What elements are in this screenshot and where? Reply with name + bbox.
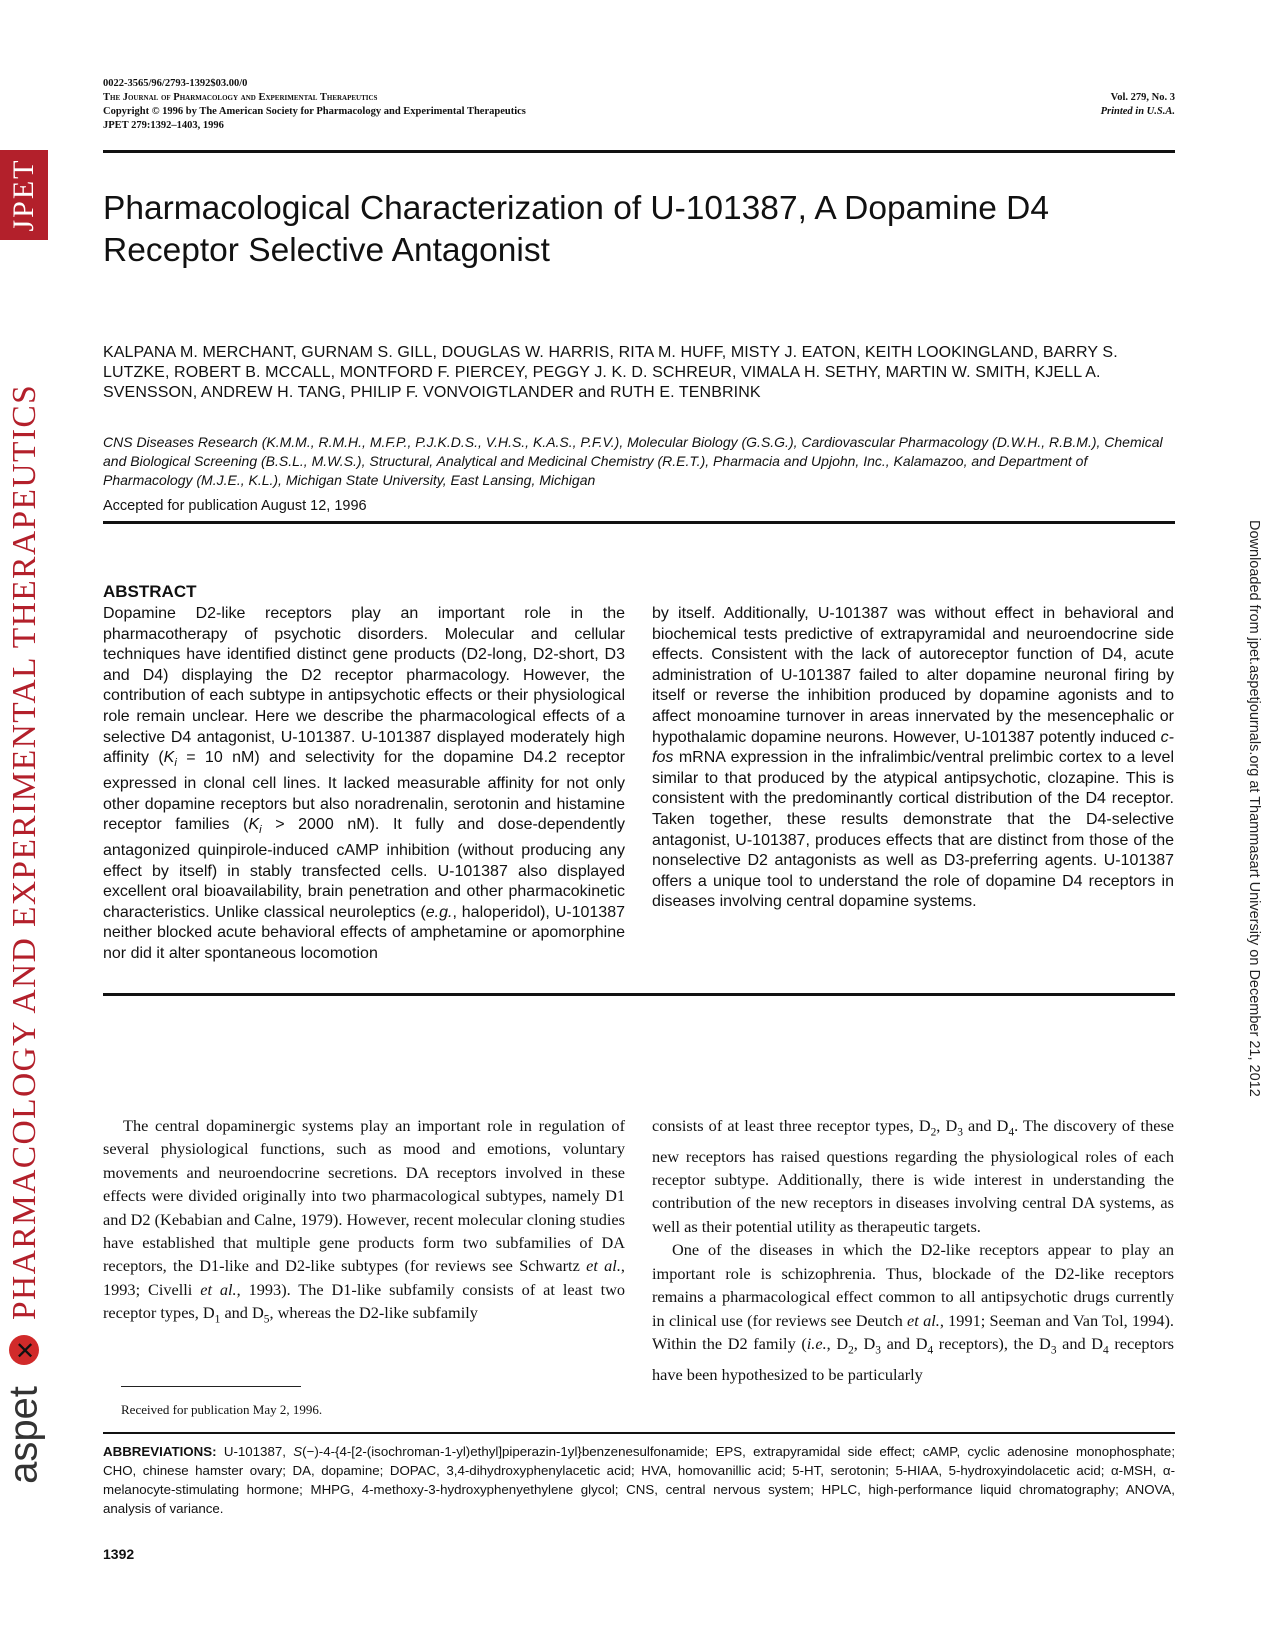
- header-left: [103, 77, 803, 133]
- abstract-bottom-rule: [103, 993, 1175, 996]
- abstract-heading: ABSTRACT: [103, 582, 197, 601]
- jpet-badge-text: JPET: [7, 158, 40, 232]
- header-right: [950, 91, 1175, 119]
- header-rule: [103, 150, 1175, 153]
- abstract-right-column: by itself. Additionally, U-101387 was without effect in behavioral and biochemical tests predictive of extrapyramidal and neuroendocrine side effects. Consistent with the lack of autoreceptor function of D4, acute administration of U-101387 failed to alter dopamine neuronal firing by itself or reverse the inhibition produced by dopamine agonists and to affect monoamine turnover in areas innervated by the mesencephalic or hypothalamic dopamine neurons. However, U-101387 potently induced c-fos mRNA expression in the infralimbic/ventral prelimbic cortex to a level similar to that produced by the atypical antipsychotic, clozapine. This is consistent with the predominantly cortical distribution of the D4 receptor. Taken together, these results demonstrate that the D4-selective antagonist, U-101387, produces effects that are distinct from those of the nonselective D2 antagonists as well as D3-preferring agents. U-101387 offers a unique tool to understand the role of dopamine D4 receptors in diseases involving central dopamine systems.: [652, 605, 1174, 911]
- aspet-logo-text: aspet: [1, 1386, 46, 1484]
- abstract-top-rule: [103, 521, 1175, 524]
- side-journal-name: PHARMACOLOGY AND EXPERIMENTAL THERAPEUTICS: [6, 383, 43, 1320]
- page-number: 1392: [103, 1546, 135, 1562]
- received-footnote: Received for publication May 2, 1996.: [121, 1402, 323, 1417]
- header-citation: JPET 279:1392–1403, 1996: [103, 120, 224, 131]
- body-paragraph: The central dopaminergic systems play an important role in regulation of several physiological functions, such as mood and emotions, voluntary movements and neuroendocrine secretions. DA receptors involved in these effects were divided originally into two pharmacological subtypes, namely D1 and D2 (Kebabian and Calne, 1979). However, recent molecular cloning studies have established that multiple gene products form two subfamilies of DA receptors, the D1-like and D2-like subtypes (for reviews see Schwartz et al., 1993; Civelli et al., 1993). The D1-like subfamily consists of at least two receptor types, $D_1$ and $D_5$, whereas the D2-like subfamily: [103, 1116, 625, 1326]
- aspet-logo: ✕ aspet: [0, 1335, 48, 1505]
- body-left-column: [103, 1114, 625, 1332]
- affiliation: CNS Diseases Research (K.M.M., R.M.H., M.F.P., P.J.K.D.S., V.H.S., K.A.S., P.F.V.), Molecular Biology (G.S.G.), Cardiovascular Pharmacology (D.W.H., R.B.M.), Chemical and Biological Screening (B.S.L., M.W.S.), Structural, Analytical and Medicinal Chemistry (R.E.T.), Pharmacia and Upjohn, Inc., Kalamazoo, and Department of Pharmacology (M.J.E., K.L.), Michigan State University, East Lansing, Michigan: [103, 434, 1163, 488]
- header-printed: Printed in U.S.A.: [1100, 106, 1175, 117]
- footnote-rule: [121, 1386, 301, 1387]
- abbreviations-rule: [103, 1432, 1175, 1434]
- header-copyright: Copyright © 1996 by The American Society for Pharmacology and Experimental Therapeutics: [103, 106, 526, 117]
- accepted-date: Accepted for publication August 12, 1996: [103, 498, 367, 514]
- body-paragraph: One of the diseases in which the D2-like receptors appear to play an important role is schizophrenia. Thus, blockade of the D2-like receptors remains a pharmacological effect common to all antipsychotic drugs currently in clinical use (for reviews see Deutch et al., 1991; Seeman and Van Tol, 1994). Within the D2 family (i.e., $D_2$, $D_3$ and $D_4$ receptors), the $D_3$ and $D_4$ receptors have been hypothesized to be particularly: [652, 1240, 1174, 1384]
- article-title: Pharmacological Characterization of U-101387, A Dopamine D4 Receptor Selective Antagonist: [103, 190, 1049, 269]
- body-right-column: [652, 1114, 1174, 1386]
- download-note: Downloaded from jpet.aspetjournals.org at Thammasart University on December 21, 2012: [1246, 520, 1262, 1097]
- abbreviations: ABBREVIATIONS: U-101387, S(−)-4-{4-[2-(isochroman-1-yl)ethyl]piperazin-1yl}benzenesulfonamide; EPS, extrapyramidal side effect; cAMP, cyclic adenosine monophosphate; CHO, chinese hamster ovary; DA, dopamine; DOPAC, 3,4-dihydroxyphenylacetic acid; HVA, homovanillic acid; 5-HT, serotonin; 5-HIAA, 5-hydroxyindolacetic acid; α-MSH, α-melanocyte-stimulating hormone; MHPG, 4-methoxy-3-hydroxyphenyethylene glycol; CNS, central nervous system; HPLC, high-performance liquid chromatography; ANOVA, analysis of variance.: [103, 1444, 1176, 1516]
- author-list: KALPANA M. MERCHANT, GURNAM S. GILL, DOUGLAS W. HARRIS, RITA M. HUFF, MISTY J. EATON, KEITH LOOKINGLAND, BARRY S. LUTZKE, ROBERT B. MCCALL, MONTFORD F. PIERCEY, PEGGY J. K. D. SCHREUR, VIMALA H. SETHY, MARTIN W. SMITH, KJELL A. SVENSSON, ANDREW H. TANG, PHILIP F. VONVOIGTLANDER and RUTH E. TENBRINK: [103, 344, 1118, 401]
- abstract-left-column: Dopamine D2-like receptors play an important role in the pharmacotherapy of psychotic disorders. Molecular and cellular techniques have identified distinct gene products (D2-long, D2-short, D3 and D4) displaying the D2 receptor pharmacology. However, the contribution of each subtype in antipsychotic effects or their physiological role remain unclear. Here we describe the pharmacological effects of a selective D4 antagonist, U-101387. U-101387 displayed moderately high affinity ($K_i = 10$ nM) and selectivity for the dopamine D4.2 receptor expressed in clonal cell lines. It lacked measurable affinity for not only other dopamine receptors but also noradrenalin, serotonin and histamine receptor families ($K_i > 2000$ nM). It fully and dose-dependently antagonized quinpirole-induced cAMP inhibition (without producing any effect by itself) in stably transfected cells. U-101387 also displayed excellent oral bioavailability, brain penetration and other pharmacokinetic characteristics. Unlike classical neuroleptics (e.g., haloperidol), U-101387 neither blocked acute behavioral effects of amphetamine or apomorphine nor did it alter spontaneous locomotion: [103, 605, 625, 962]
- jpet-badge: [0, 150, 48, 240]
- header-volume: Vol. 279, No. 3: [1110, 92, 1175, 103]
- body-paragraph: consists of at least three receptor types, $D_2$, $D_3$ and $D_4$. The discovery of these new receptors has raised questions regarding the physiological roles of each receptor subtype. Additionally, there is wide interest in understanding the contribution of the new receptors in diseases involving central DA systems, as well as their potential utility as therapeutic targets.: [652, 1116, 1175, 1236]
- header-code: 0022-3565/96/2793-1392$03.00/0: [103, 78, 248, 89]
- header-journal: The Journal of Pharmacology and Experimental Therapeutics: [103, 92, 378, 103]
